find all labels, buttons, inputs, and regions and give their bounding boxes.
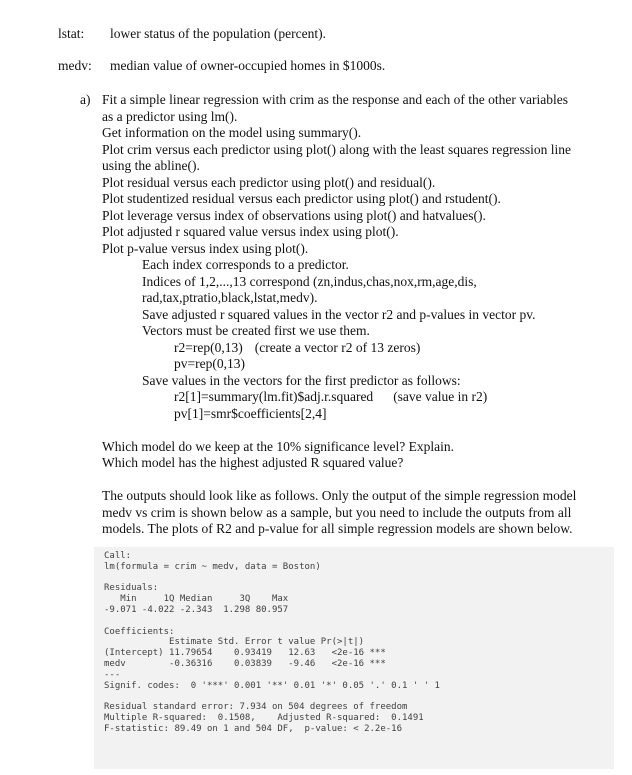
code-line-r2 <box>102 340 602 357</box>
note-line: rad,tax,ptratio,black,lstat,medv). <box>142 290 318 305</box>
r-output-line: Estimate Std. Error t value Pr(>|t|) <box>104 637 365 648</box>
task-label: a) <box>80 92 91 107</box>
r-output-line: Residuals: <box>104 583 159 594</box>
term-medv: medv: <box>58 58 92 73</box>
instruction-line: Plot p-value versus index using plot(). <box>102 240 309 256</box>
code-line-r2-assign <box>102 389 602 406</box>
instruction-line: using the abline(). <box>102 158 200 173</box>
outputs-line: medv vs crim is shown below as a sample, but you need to include the outputs from all <box>102 504 572 520</box>
task-body <box>102 92 602 538</box>
question-line: Which model has the highest adjusted R squared value? <box>102 455 404 470</box>
r-output-line: F-statistic: 89.49 on 1 and 504 DF, p-value: < 2.2e-16 <box>104 723 403 734</box>
r-output-blank <box>104 616 614 627</box>
instruction-line: as a predictor using lm(). <box>102 108 238 124</box>
instruction-line: Plot studentized residual versus each predictor using plot() and rstudent(). <box>102 191 501 206</box>
note-line: Indices of 1,2,...,13 correspond (zn,indus,chas,nox,rm,age,dis, <box>142 273 477 289</box>
desc-medv: median value of owner-occupied homes in $1000s. <box>110 58 386 73</box>
r-output-line: (Intercept) 11.79654 0.93419 12.63 <2e-16 *** <box>104 648 386 659</box>
code-line-pv-assign: pv[1]=smr$coefficients[2,4] <box>174 405 327 421</box>
r-output-block <box>94 547 614 769</box>
note-line: Each index corresponds to a predictor. <box>142 257 349 272</box>
outputs-line: models. The plots of R2 and p-value for all simple regression models are shown below. <box>102 521 573 536</box>
instruction-line: Plot crim versus each predictor using plot() along with the least squares regression line <box>102 141 572 157</box>
r-output-line: -9.071 -4.022 -2.343 1.298 80.957 <box>104 604 289 615</box>
note-line: Save adjusted r squared values in the vector r2 and p-values in vector pv. <box>142 306 536 322</box>
r-output-line: Call: <box>104 551 132 561</box>
code-comment: (save value in r2) <box>393 389 488 404</box>
note-line: Vectors must be created first we use them. <box>142 323 370 338</box>
r-output-line: medv -0.36316 0.03839 -9.46 <2e-16 *** <box>104 658 386 669</box>
instruction-line: Plot residual versus each predictor using plot() and residual(). <box>102 174 436 190</box>
desc-lstat: lower status of the population (percent). <box>110 26 326 41</box>
r-output-blank <box>104 573 614 584</box>
r-output-line: Residual standard error: 7.934 on 504 degrees of freedom <box>104 702 408 713</box>
outputs-line: The outputs should look like as follows. Only the output of the simple regression model <box>102 488 577 503</box>
r-output-line: --- <box>104 669 121 680</box>
r-output-blank <box>104 691 614 702</box>
r-output-line: Min 1Q Median 3Q Max <box>104 594 289 605</box>
code-stmt: r2[1]=summary(lm.fit)$adj.r.squared <box>174 389 374 404</box>
question-line: Which model do we keep at the 10% significance level? Explain. <box>102 438 454 454</box>
note-line: Save values in the vectors for the first predictor as follows: <box>142 372 461 388</box>
r-output-line: lm(formula = crim ~ medv, data = Boston) <box>104 561 321 572</box>
code-stmt: r2=rep(0,13) <box>174 339 243 355</box>
term-lstat: lstat: <box>58 26 85 41</box>
code-line-pv: pv=rep(0,13) <box>174 356 245 371</box>
code-comment: (create a vector r2 of 13 zeros) <box>254 339 421 355</box>
instruction-line: Plot leverage versus index of observations using plot() and hatvalues(). <box>102 207 486 223</box>
instruction-line: Get information on the model using summary(). <box>102 125 362 140</box>
r-output-line: Coefficients: <box>104 626 175 637</box>
r-output-line: Multiple R-squared: 0.1508, Adjusted R-squared: 0.1491 <box>104 712 424 723</box>
r-output-line: Signif. codes: 0 '***' 0.001 '**' 0.01 '*' 0.05 '.' 0.1 ' ' 1 <box>104 680 440 691</box>
instruction-line: Plot adjusted r squared value versus index using plot(). <box>102 224 399 239</box>
instruction-line: Fit a simple linear regression with crim as the response and each of the other variables <box>102 92 568 107</box>
